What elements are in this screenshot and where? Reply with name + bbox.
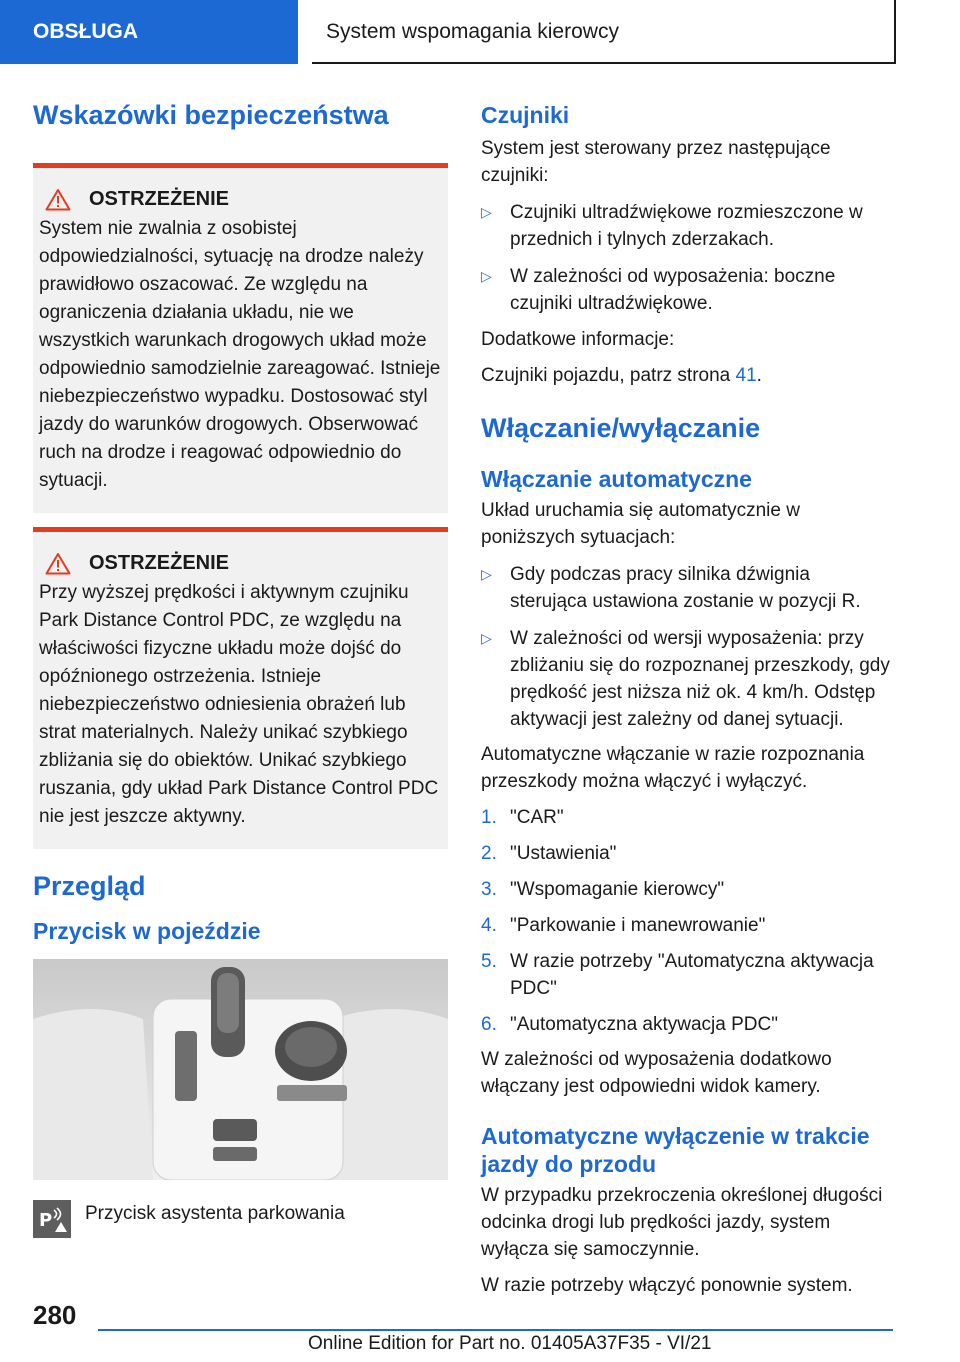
warning-triangle-icon <box>45 188 71 211</box>
sensors-intro: System jest sterowany przez następujące czujniki: <box>481 138 831 186</box>
list-item <box>481 561 891 615</box>
chapter-header <box>312 0 896 64</box>
safety-title: Wskazówki bezpieczeństwa <box>33 100 389 130</box>
center-console-photo <box>33 959 448 1180</box>
more-info-label: Dodatkowe informacje: <box>481 329 675 350</box>
step-number: 2. <box>481 843 497 864</box>
bullet-triangle-icon: ▷ <box>481 204 492 220</box>
bullet-triangle-icon: ▷ <box>481 630 492 646</box>
step-text: "Ustawienia" <box>510 843 617 864</box>
right-column <box>481 98 891 1299</box>
step-number: 1. <box>481 807 497 828</box>
step-item <box>481 912 891 939</box>
list-item-text: W zależności od wersji wyposażenia: przy zbliżaniu się do rozpoznanej przeszkody, gdy prędkość jest niższa niż ok. 4 km/h. Odstęp aktywacji jest zależny od danej sytuacji. <box>510 628 890 730</box>
auto-off-text: W przypadku przekroczenia określonej długości odcinka drogi lub prędkości jazdy, system wyłącza się samoczynnie. <box>481 1185 883 1260</box>
warning-label: OSTRZEŻENIE <box>89 552 230 574</box>
edition-note: Online Edition for Part no. 01405A37F35 - VI/21 <box>308 1333 712 1354</box>
step-item <box>481 876 891 903</box>
onoff-title: Włączanie/wyłączanie <box>481 413 761 443</box>
list-item <box>481 625 891 733</box>
step-number: 5. <box>481 951 497 972</box>
step-item <box>481 840 891 867</box>
parking-assist-icon <box>33 1200 71 1238</box>
camera-text: W zależności od wyposażenia dodatkowo włączany jest odpowiedni widok kamery. <box>481 1049 832 1097</box>
bullet-triangle-icon: ▷ <box>481 566 492 582</box>
warning-text: Przy wyższej prędkości i aktywnym czujniku Park Distance Control PDC, ze względu na właściwości fizyczne układu może dojść do opóźnionego ostrzeżenia. Istnieje niebezpieczeństwo odniesienia obrażeń lub strat materialnych. Należy unikać szybkiego zbliżania się do obiektów. Unikać szybkiego ruszania, gdy układ Park Distance Control PDC nie jest jeszcze aktywny. <box>39 582 439 827</box>
list-item-text: Gdy podczas pracy silnika dźwignia sterująca ustawiona zostanie w pozycji R. <box>510 564 861 612</box>
step-text: W razie potrzeby "Automatyczna aktywacja PDC" <box>510 951 874 999</box>
list-item <box>481 199 891 253</box>
step-item <box>481 1011 891 1038</box>
svg-text:P: P <box>39 1210 53 1231</box>
auto-toggle-text: Automatyczne włączanie w razie rozpoznania przeszkody można włączyć i wyłączyć. <box>481 744 865 792</box>
section-tab <box>0 0 298 64</box>
step-item <box>481 948 891 1002</box>
step-text: "Wspomaganie kierowcy" <box>510 879 725 900</box>
list-item-text: W zależności od wyposażenia: boczne czujniki ultradźwiękowe. <box>510 266 836 314</box>
step-item <box>481 804 891 831</box>
center-console-illustration <box>33 959 448 1180</box>
step-text: "Automatyczna aktywacja PDC" <box>510 1014 778 1035</box>
bullet-triangle-icon: ▷ <box>481 268 492 284</box>
page-link[interactable]: 41 <box>735 365 757 386</box>
step-number: 6. <box>481 1014 497 1035</box>
button-section-title: Przycisk w pojeździe <box>33 918 261 944</box>
auto-on-title: Włączanie automatyczne <box>481 466 752 492</box>
warning-triangle-icon <box>45 552 71 575</box>
warning-label: OSTRZEŻENIE <box>89 188 230 210</box>
list-item <box>481 263 891 317</box>
step-number: 3. <box>481 879 497 900</box>
step-text: "CAR" <box>510 807 564 828</box>
auto-on-intro: Układ uruchamia się automatycznie w poniższych sytuacjach: <box>481 500 800 548</box>
step-text: "Parkowanie i manewrowanie" <box>510 915 766 936</box>
footer-divider <box>98 1329 893 1331</box>
caption-text: Przycisk asystenta parkowania <box>85 1203 345 1224</box>
see-page-suffix: . <box>756 365 762 386</box>
overview-title: Przegląd <box>33 871 146 901</box>
steps-list <box>481 804 891 1038</box>
photo-caption <box>33 1200 448 1238</box>
warning-text: System nie zwalnia z osobistej odpowiedzialności, sytuację na drodze należy prawidłowo oszacować. Ze względu na ograniczenia działania układu, nie we wszystkich warunkach drogowych układ może odpowiednio samodzielnie zareagować. Istnieje niebezpieczeństwo wypadku. Dostosować styl jazdy do warunków drogowych. Obserwować ruch na drodze i reagować odpowiednio do sytuacji. <box>39 218 441 491</box>
step-number: 4. <box>481 915 497 936</box>
section-label: OBSŁUGA <box>33 20 138 43</box>
warning-box-2 <box>33 527 448 849</box>
chapter-title: System wspomagania kierowcy <box>326 20 619 43</box>
reenable-text: W razie potrzeby włączyć ponownie system. <box>481 1275 853 1296</box>
see-page-prefix: Czujniki pojazdu, patrz strona <box>481 365 736 386</box>
sensors-title: Czujniki <box>481 102 570 128</box>
warning-box-1 <box>33 163 448 513</box>
see-page-text <box>481 362 891 389</box>
page-number: 280 <box>33 1300 77 1330</box>
auto-off-title: Automatyczne wyłączenie w trakcie jazdy do przodu <box>481 1123 870 1177</box>
list-item-text: Czujniki ultradźwiękowe rozmieszczone w przednich i tylnych zderzakach. <box>510 202 863 250</box>
warning-header <box>39 552 442 575</box>
left-column <box>33 98 448 1238</box>
warning-header <box>39 188 442 211</box>
